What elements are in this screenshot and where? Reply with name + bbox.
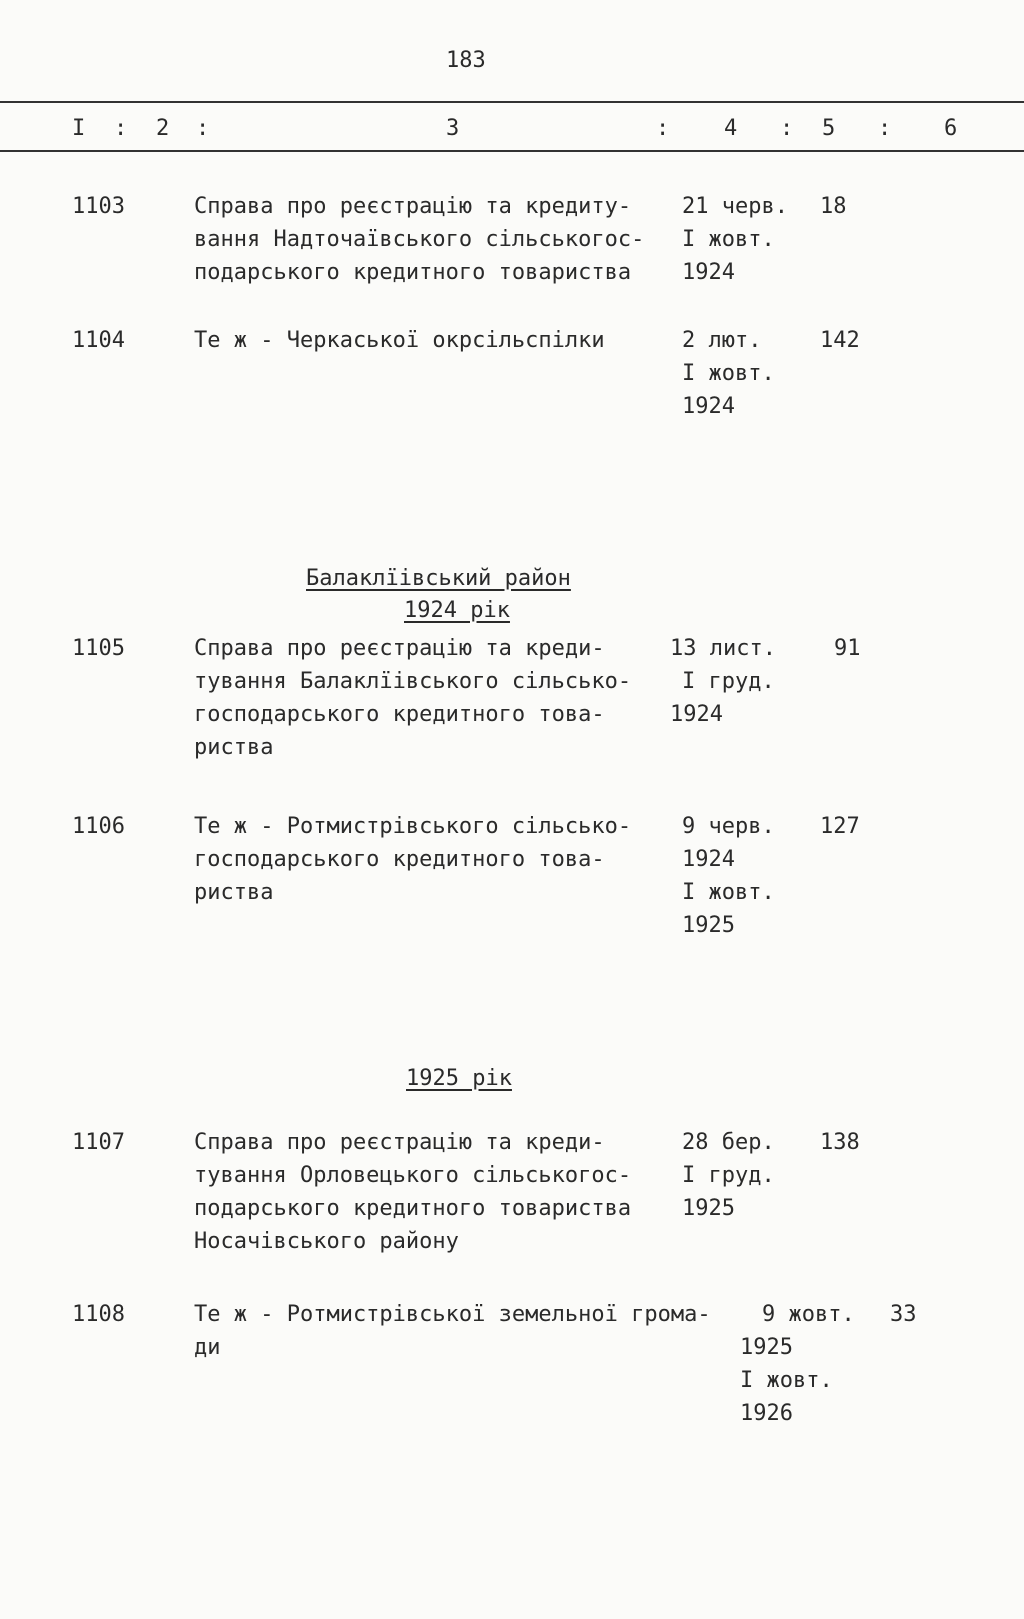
column-header-1: I [72, 116, 86, 141]
section-heading-year: 1924 рік [404, 598, 510, 623]
entry-date-line: I жовт. [682, 880, 775, 905]
entry-date-line: I жовт. [740, 1368, 833, 1393]
column-separator: : [780, 116, 794, 141]
entry-number: 1103 [72, 194, 125, 219]
entry-title-line: ди [194, 1335, 221, 1360]
entry-sheet-count: 33 [890, 1302, 917, 1327]
entry-date-line: 1924 [670, 702, 723, 727]
column-separator: : [878, 116, 892, 141]
entry-title-line: тування Орловецького сільськогос- [194, 1163, 632, 1188]
entry-title-line: Те ж - Ротмистрівського сільсько- [194, 814, 632, 839]
entry-sheet-count: 138 [820, 1130, 860, 1155]
table-header-rule [0, 150, 1024, 152]
entry-title-line: Справа про реєстрацію та кредиту- [194, 194, 632, 219]
entry-title-line: подарського кредитного товариства [194, 260, 632, 285]
table-top-rule [0, 101, 1024, 103]
entry-title-line: Справа про реєстрацію та креди- [194, 636, 605, 661]
entry-date-line: I жовт. [682, 361, 775, 386]
entry-date-line: I жовт. [682, 227, 775, 252]
column-separator: : [114, 116, 128, 141]
entry-number: 1108 [72, 1302, 125, 1327]
entry-sheet-count: 142 [820, 328, 860, 353]
entry-title-line: вання Надточаївського сільськогос- [194, 227, 645, 252]
entry-title-line: Те ж - Черкаської окрсільспілки [194, 328, 605, 353]
entry-date-line: 1926 [740, 1401, 793, 1426]
entry-date-line: 1924 [682, 394, 735, 419]
entry-date-line: 1924 [682, 847, 735, 872]
entry-title-line: риства [194, 735, 274, 760]
entry-title-line: подарського кредитного товариства [194, 1196, 632, 1221]
entry-date-line: 9 черв. [682, 814, 775, 839]
entry-date-line: 1924 [682, 260, 735, 285]
section-heading-district: Балаклїівський район [306, 566, 571, 591]
section-heading-year: 1925 рік [406, 1066, 512, 1091]
column-header-6: 6 [944, 116, 958, 141]
entry-title-line: Справа про реєстрацію та креди- [194, 1130, 605, 1155]
column-separator: : [656, 116, 670, 141]
entry-title-line: риства [194, 880, 274, 905]
entry-date-line: 1925 [682, 913, 735, 938]
column-header-2: 2 [156, 116, 170, 141]
entry-date-line: 2 лют. [682, 328, 762, 353]
entry-date-line: I груд. [682, 669, 775, 694]
entry-title-line: Те ж - Ротмистрівської земельної грома- [194, 1302, 711, 1327]
entry-date-line: 21 черв. [682, 194, 788, 219]
column-header-5: 5 [822, 116, 836, 141]
entry-date-line: 13 лист. [670, 636, 776, 661]
entry-title-line: Носачівського району [194, 1229, 459, 1254]
entry-number: 1104 [72, 328, 125, 353]
entry-sheet-count: 91 [834, 636, 861, 661]
entry-title-line: тування Балаклїівського сільсько- [194, 669, 632, 694]
entry-date-line: 9 жовт. [762, 1302, 855, 1327]
column-separator: : [196, 116, 210, 141]
entry-number: 1107 [72, 1130, 125, 1155]
entry-number: 1106 [72, 814, 125, 839]
entry-date-line: 1925 [682, 1196, 735, 1221]
entry-number: 1105 [72, 636, 125, 661]
column-header-4: 4 [724, 116, 738, 141]
entry-title-line: господарського кредитного това- [194, 702, 605, 727]
page-number: 183 [446, 48, 486, 73]
entry-title-line: господарського кредитного това- [194, 847, 605, 872]
entry-sheet-count: 127 [820, 814, 860, 839]
entry-date-line: 1925 [740, 1335, 793, 1360]
entry-date-line: 28 бер. [682, 1130, 775, 1155]
column-header-3: 3 [446, 116, 460, 141]
entry-sheet-count: 18 [820, 194, 847, 219]
entry-date-line: I груд. [682, 1163, 775, 1188]
